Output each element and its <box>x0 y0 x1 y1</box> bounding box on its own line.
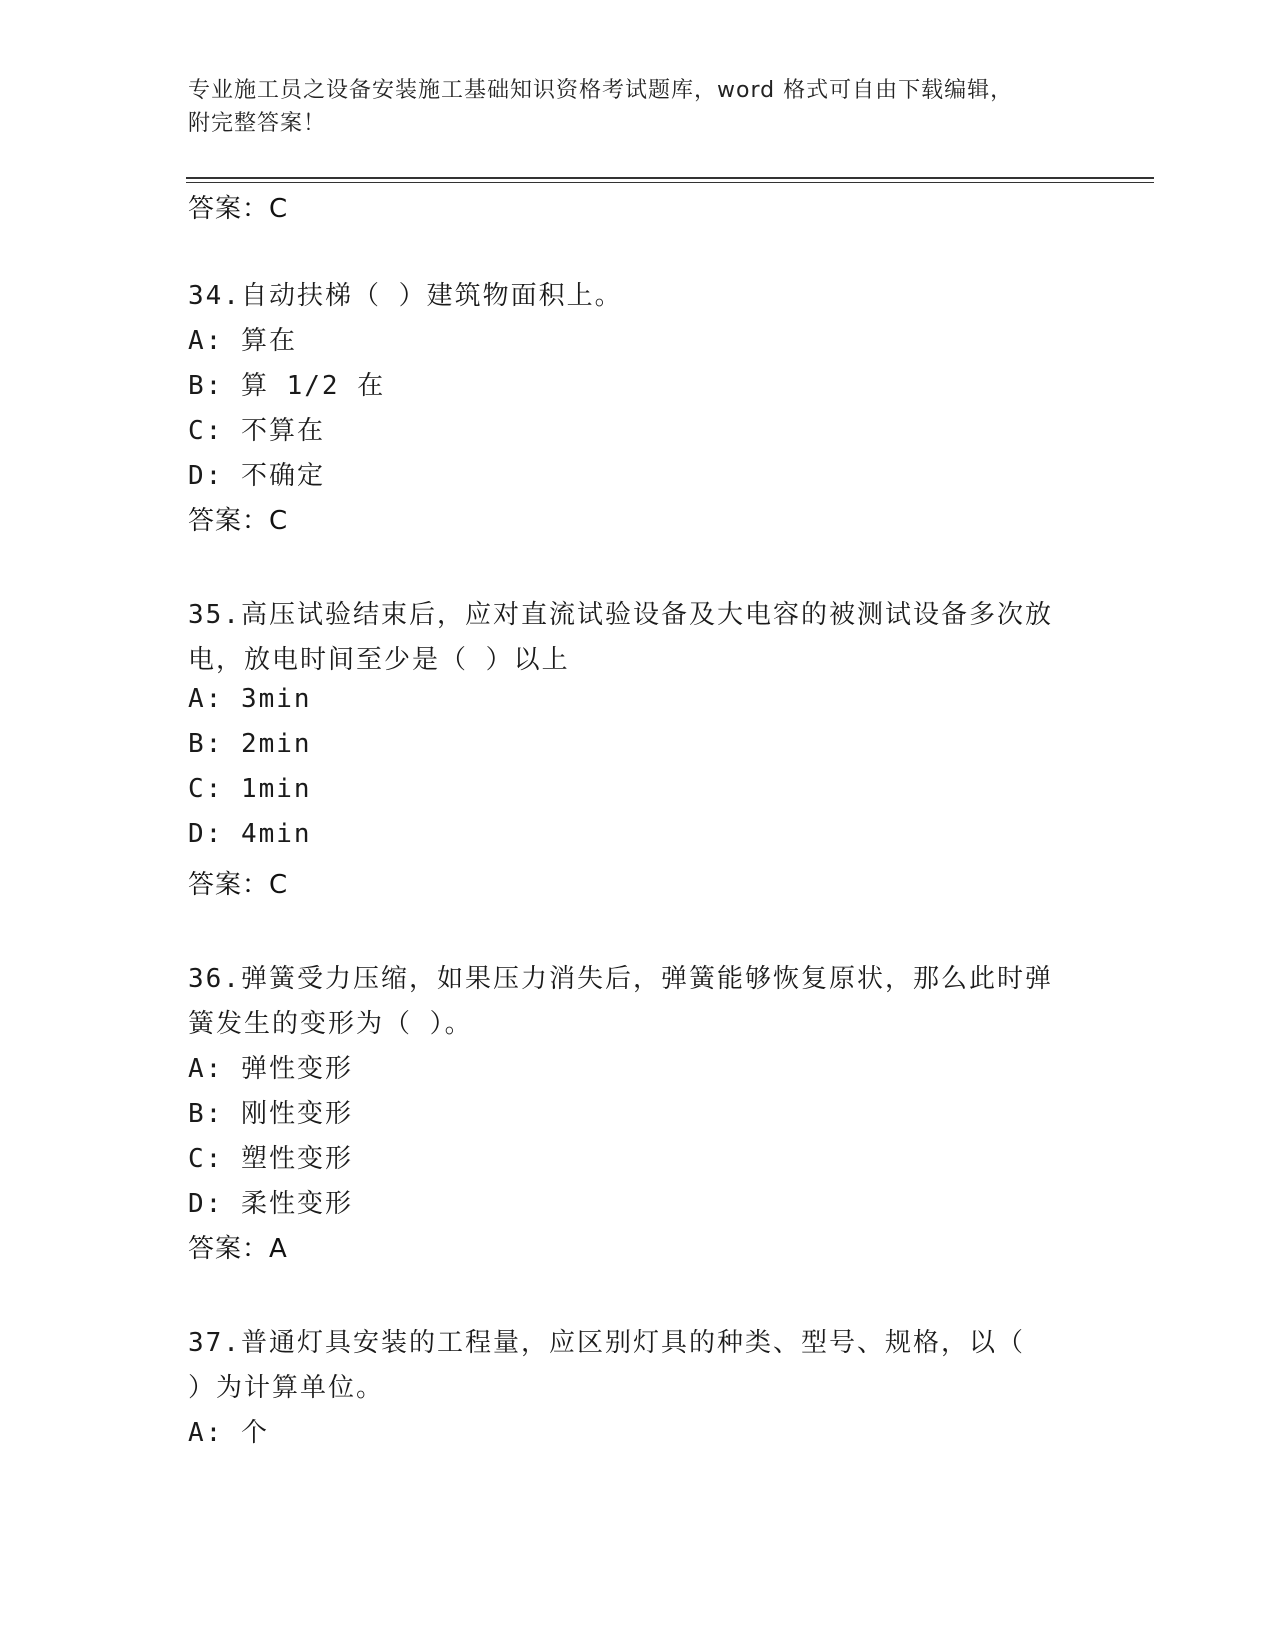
header-divider-thick <box>186 177 1154 179</box>
option-35-d: D: 4min <box>188 819 312 849</box>
header-line-2: 附完整答案！ <box>188 111 327 136</box>
answer-35: 答案：C <box>188 870 289 900</box>
prev-answer: 答案：C <box>188 194 289 224</box>
option-36-d: D: 柔性变形 <box>188 1189 353 1219</box>
document-header <box>188 74 1088 140</box>
question-stem-36-line-1: 36.弹簧受力压缩，如果压力消失后，弹簧能够恢复原状，那么此时弹 <box>188 964 1053 994</box>
question-stem-35-line-2: 电，放电时间至少是（ ）以上 <box>188 645 570 675</box>
answer-34: 答案：C <box>188 506 289 536</box>
option-34-c: C: 不算在 <box>188 416 325 446</box>
option-34-d: D: 不确定 <box>188 461 325 491</box>
question-stem-35-line-1: 35.高压试验结束后，应对直流试验设备及大电容的被测试设备多次放 <box>188 600 1053 630</box>
option-34-b: B: 算 1/2 在 <box>188 371 386 401</box>
option-37-a: A: 个 <box>188 1418 269 1448</box>
question-stem-36-line-2: 簧发生的变形为（ ）。 <box>188 1009 473 1039</box>
answer-36: 答案：A <box>188 1234 288 1264</box>
question-stem-37-line-1: 37.普通灯具安装的工程量，应区别灯具的种类、型号、规格，以（ <box>188 1328 1025 1358</box>
question-stem-37-line-2: ）为计算单位。 <box>188 1373 385 1403</box>
option-35-c: C: 1min <box>188 774 312 804</box>
option-36-b: B: 刚性变形 <box>188 1099 353 1129</box>
question-stem-34: 34.自动扶梯（ ）建筑物面积上。 <box>188 281 623 311</box>
option-34-a: A: 算在 <box>188 326 297 356</box>
option-35-a: A: 3min <box>188 684 312 714</box>
option-36-a: A: 弹性变形 <box>188 1054 353 1084</box>
option-35-b: B: 2min <box>188 729 312 759</box>
option-36-c: C: 塑性变形 <box>188 1144 353 1174</box>
header-line-1: 专业施工员之设备安装施工基础知识资格考试题库，word 格式可自由下载编辑， <box>188 78 1014 103</box>
header-divider-thin <box>186 182 1154 183</box>
